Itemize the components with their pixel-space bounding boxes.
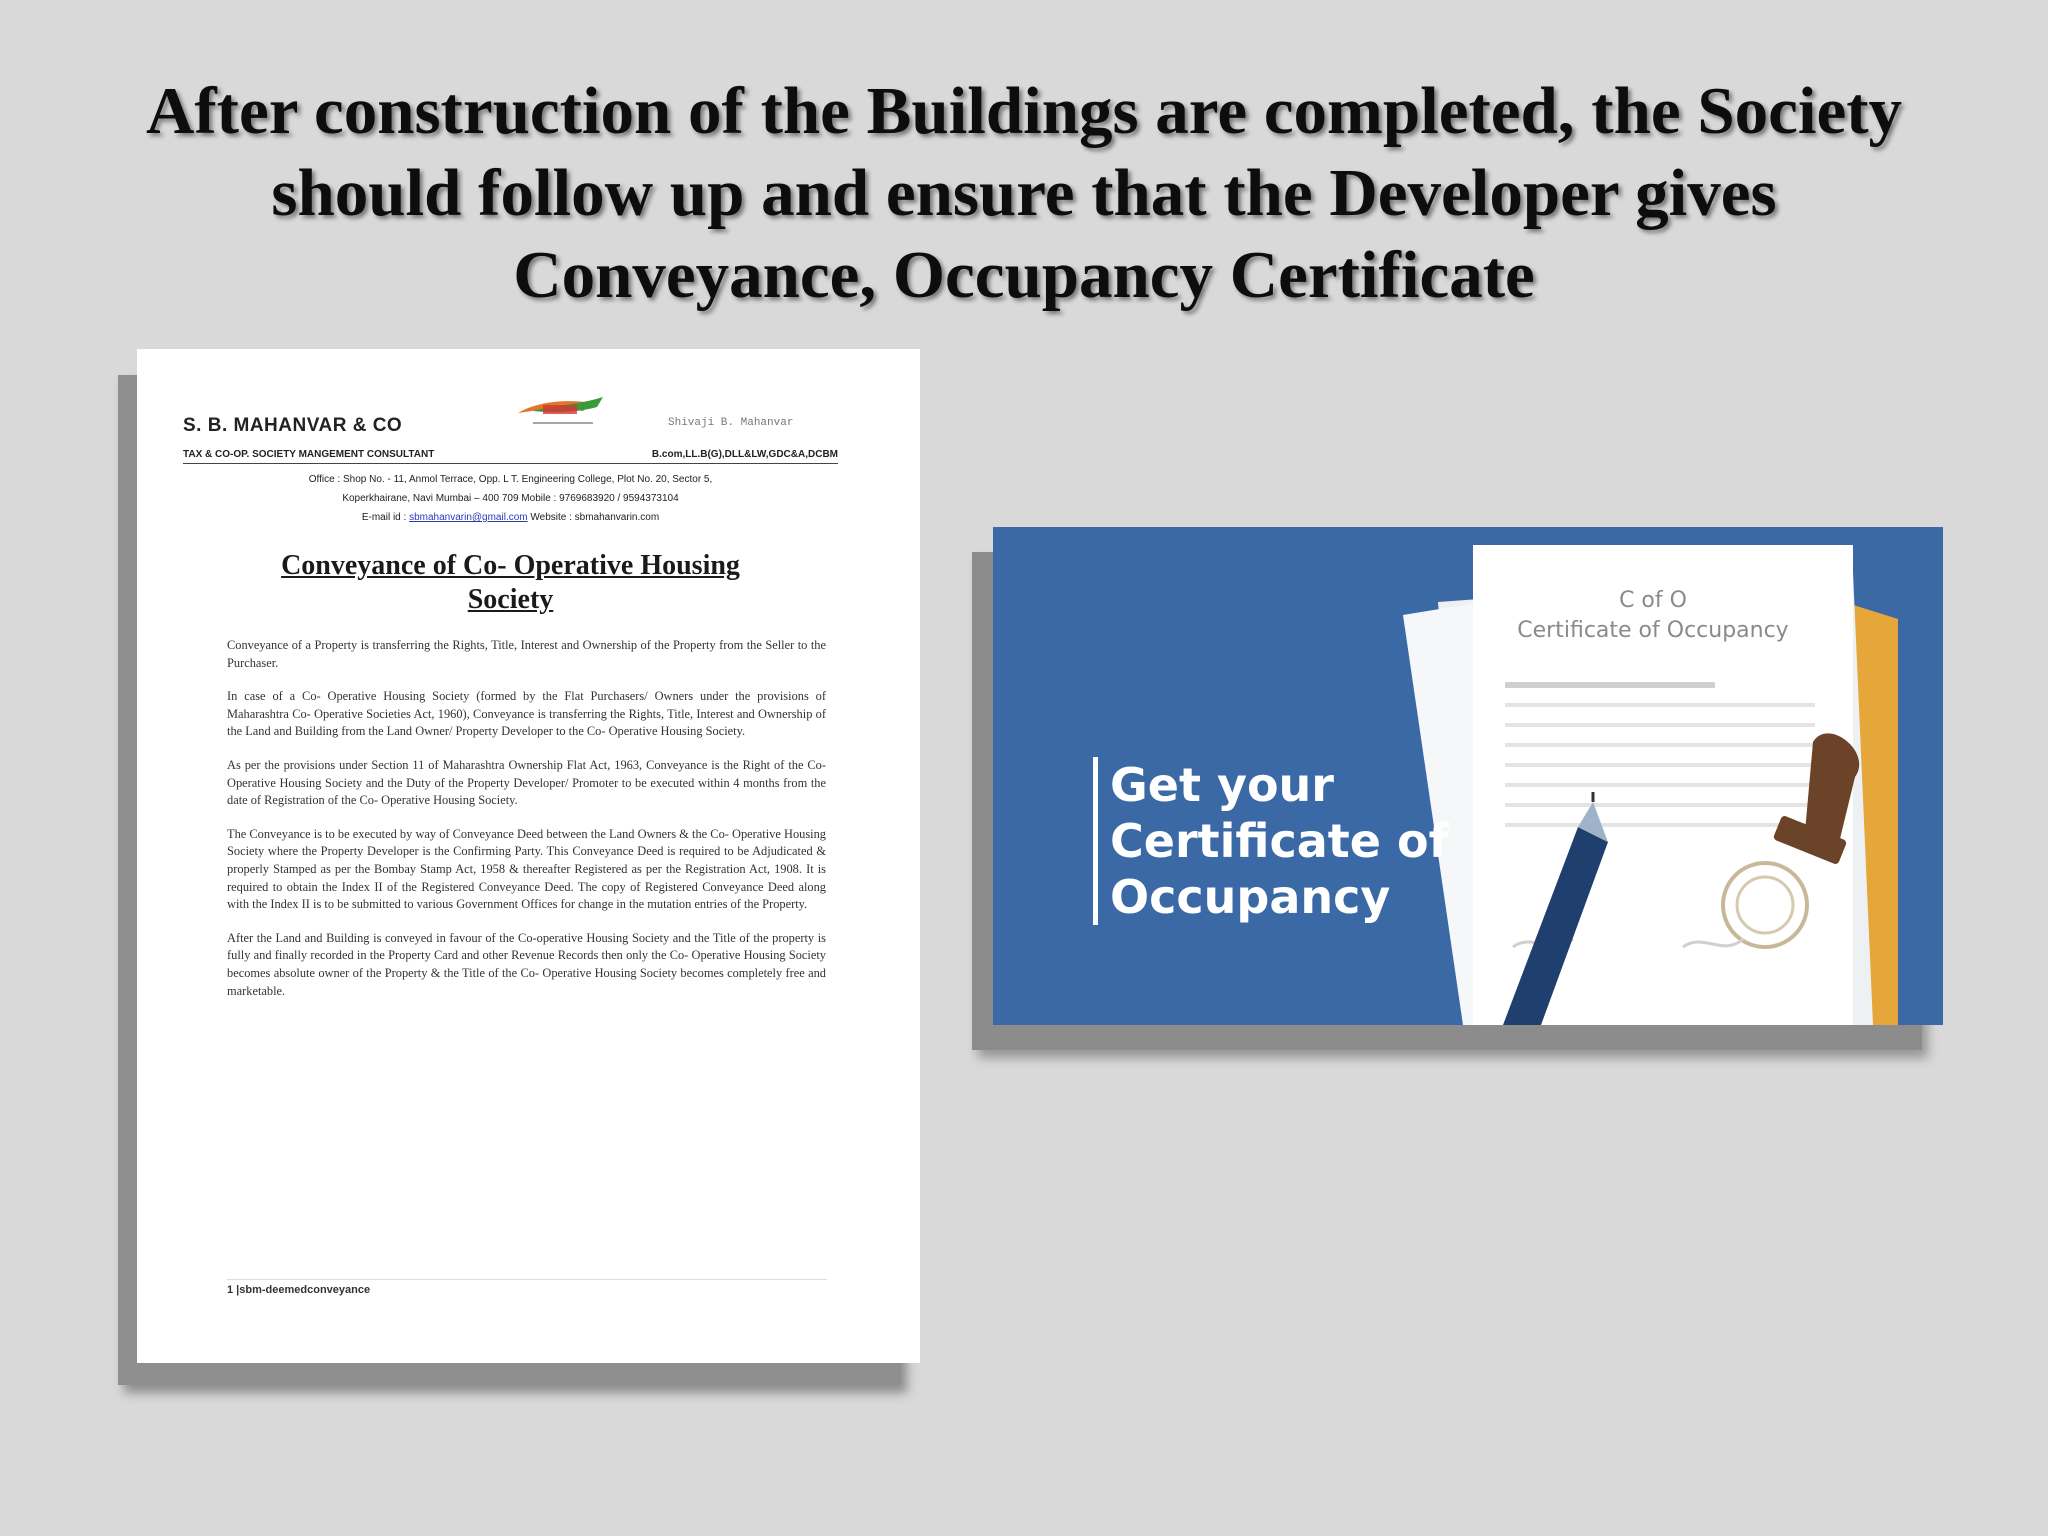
conveyance-document <box>137 349 920 1363</box>
paragraph: In case of a Co- Operative Housing Society (formed by the Flat Purchasers/ Owners under the provisions of Maharashtra Co- Operative Societies Act, 1960), Conveyance is transferring the Rights, Title, Interest and Ownership of the Land and Building from the Land Owner/ Property Developer to the Co- Operative Housing Society. <box>227 689 826 739</box>
company-logo-icon <box>513 391 613 431</box>
paragraph: As per the provisions under Section 11 of Maharashtra Ownership Flat Act, 1963, Conveyance is the Right of the Co- Operative Housing Society and the Duty of the Property Developer/ Promoter to be executed within 4 months from the date of Registration of the Co- Operative Housing Society. <box>227 757 826 808</box>
signature: Shivaji B. Mahanvar <box>668 417 794 429</box>
heading-line-1: Conveyance of Co- Operative Housing <box>281 550 740 581</box>
email-label: E-mail id : <box>361 512 410 523</box>
title-line-3: Conveyance, Occupancy Certificate <box>513 238 1535 312</box>
office-address <box>183 470 838 527</box>
occupancy-banner <box>993 527 1943 1025</box>
banner-line-2: Certificate of <box>1110 814 1449 868</box>
company-name: S. B. MAHANVAR & CO <box>183 415 403 436</box>
document-heading <box>183 549 838 617</box>
paragraph: After the Land and Building is conveyed in favour of the Co-operative Housing Society and the Title of the property is fully and finally recorded in the Property Card and other Revenue Records then only the Co- Operative Housing Society becomes absolute owner of the Property & the Title of the Co- Operative Housing Society becomes completely free and marketable. <box>227 930 826 998</box>
slide-title <box>60 70 1988 316</box>
office-line-2: Koperkhairane, Navi Mumbai – 400 709 Mobile : 9769683920 / 9594373104 <box>342 493 679 504</box>
title-line-2: should follow up and ensure that the Developer gives <box>271 156 1777 230</box>
letterhead <box>183 405 830 435</box>
paragraph: Conveyance of a Property is transferring the Rights, Title, Interest and Ownership of the Property from the Seller to the Purchaser. <box>227 638 826 670</box>
website: Website : sbmahanvarin.com <box>527 512 660 523</box>
cert-label-short: C of O <box>1619 588 1687 613</box>
heading-line-2: Society <box>467 584 554 615</box>
email-link[interactable]: sbmahanvarin@gmail.com <box>409 512 528 523</box>
title-line-1: After construction of the Buildings are completed, the Society <box>145 74 1903 148</box>
qualifications: B.com,LL.B(G),DLL&LW,GDC&A,DCBM <box>651 449 838 460</box>
banner-line-1: Get your <box>1110 758 1334 812</box>
contact-line <box>183 508 838 527</box>
paragraph: The Conveyance is to be executed by way of Conveyance Deed between the Land Owners & the Co- Operative Housing Society where the Property Developer is the Confirming Party. This Conveyance Deed is required to be Adjudicated & properly Stamped as per the Bombay Stamp Act, 1958 & thereafter Registered as per the Registration Act, 1908. It is required to obtain the Index II of the Registered Conveyance Deed. The copy of Registered Conveyance Deed along with the Index II is to be submitted to various Government Offices for change in the mutation entries of the Property. <box>227 826 826 912</box>
banner-headline <box>1093 757 1449 925</box>
document-footer: 1 |sbm-deemedconveyance <box>227 1279 827 1296</box>
consultant-title: TAX & CO-OP. SOCIETY MANGEMENT CONSULTANT <box>183 449 435 460</box>
cert-label-long: Certificate of Occupancy <box>1517 618 1789 643</box>
office-line-1: Office : Shop No. - 11, Anmol Terrace, Opp. L T. Engineering College, Plot No. 20, Sector 5, <box>308 474 713 485</box>
banner-line-3: Occupancy <box>1110 870 1391 924</box>
letterhead-subtitle <box>183 449 838 464</box>
